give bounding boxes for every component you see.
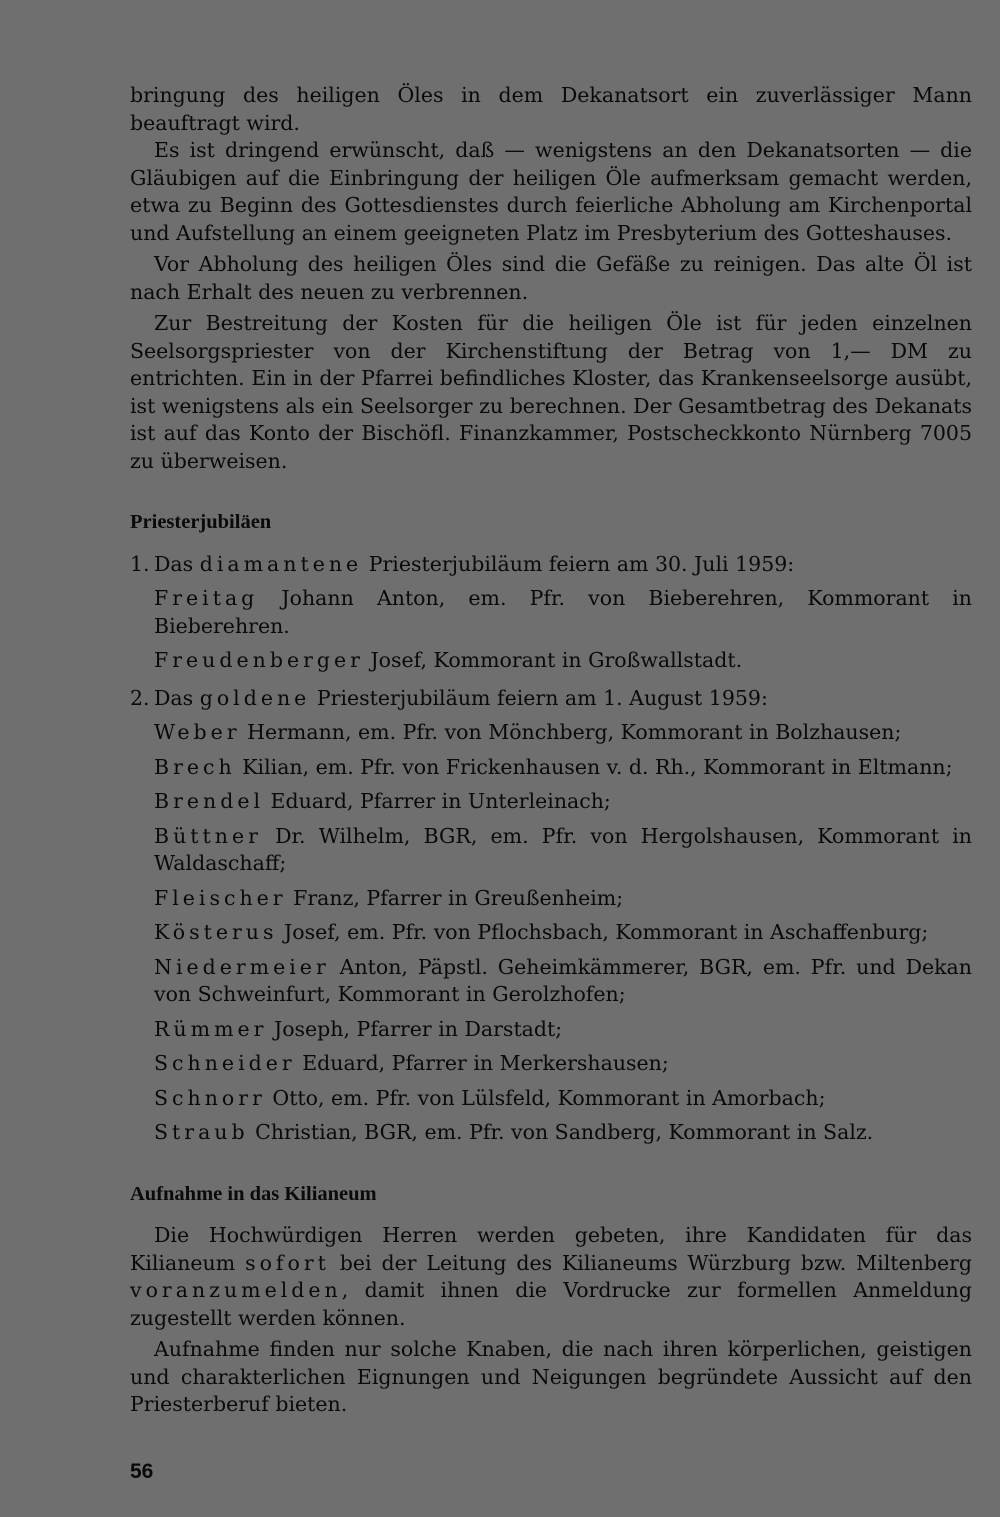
surname: Weber <box>154 720 241 744</box>
entry-details: Johann Anton, em. Pfr. von Bieberehren, Kommorant in Bieberehren. <box>154 586 972 638</box>
list-item <box>154 719 972 747</box>
page-body <box>130 82 972 1419</box>
surname: Kösterus <box>154 920 278 944</box>
entry-details: Otto, em. Pfr. von Lülsfeld, Kommorant in Amorbach; <box>265 1085 826 1110</box>
item-text: Priesterjubiläum feiern am 30. Juli 1959: <box>362 551 795 576</box>
emphasis-spaced: sofort <box>245 1250 330 1275</box>
text-run: Die Hochwürdigen Herren werden gebeten, ihre Kandidaten für das Kilianeum <box>130 1223 972 1275</box>
surname: Straub <box>154 1120 249 1144</box>
list-item <box>154 1119 972 1147</box>
item-number: 2. <box>130 685 150 710</box>
surname: Rümmer <box>154 1016 268 1041</box>
page-number: 56 <box>130 1460 154 1483</box>
list-item <box>154 1050 972 1078</box>
surname: Brech <box>154 754 236 779</box>
surname: Schneider <box>154 1051 296 1075</box>
emphasis-spaced: voranzumelden <box>130 1278 342 1302</box>
list-item <box>154 1016 972 1044</box>
jubilee-list-1 <box>154 585 972 675</box>
entry-details: Kilian, em. Pfr. von Frickenhausen v. d. Rh., Kommorant in Eltmann; <box>235 754 953 779</box>
surname: Schnorr <box>154 1085 266 1110</box>
surname: Büttner <box>154 823 262 848</box>
list-item <box>154 754 972 782</box>
list-item <box>154 885 972 913</box>
jubilee-item-1 <box>130 551 972 579</box>
item-text: Das <box>154 685 200 710</box>
surname: Fleischer <box>154 885 287 910</box>
item-spaced-word: goldene <box>199 685 311 710</box>
list-item <box>154 585 972 640</box>
paragraph-costs: Zur Bestreitung der Kosten für die heiligen Öle ist für jeden einzelnen Seelsorgspriester von der Kirchenstiftung der Betrag von 1,— DM zu entrichten. Ein in der Pfarrei befindliches Kloster, das Krankenseelsorge ausübt, ist wenigstens als ein Seelsorger zu berechnen. Der Gesamtbetrag des Dekanats ist auf das Konto der Bischöfl. Finanzkammer, Postscheckkonto Nürnberg 7005 zu überweisen. <box>130 311 972 473</box>
section-heading-priesterjubilaeen: Priesterjubiläen <box>130 511 272 533</box>
item-spaced-word: diamantene <box>199 551 363 576</box>
item-number: 1. <box>130 551 150 576</box>
entry-details: Hermann, em. Pfr. von Mönchberg, Kommorant in Bolzhausen; <box>240 720 902 744</box>
surname: Brendel <box>154 789 265 813</box>
list-item <box>154 647 972 675</box>
entry-details: Josef, em. Pfr. von Pflochsbach, Kommorant in Aschaffenburg; <box>277 920 929 944</box>
paragraph-admission: Aufnahme finden nur solche Knaben, die nach ihren körperlichen, geistigen und charakterlichen Eignungen und Neigungen begründete Aussicht auf den Priesterberuf bieten. <box>130 1337 972 1416</box>
jubilee-item-2 <box>130 685 972 713</box>
surname: Freudenberger <box>154 648 364 672</box>
entry-details: Joseph, Pfarrer in Darstadt; <box>267 1016 563 1041</box>
entry-details: Dr. Wilhelm, BGR, em. Pfr. von Hergolshausen, Kommorant in Waldaschaff; <box>154 823 972 875</box>
list-item <box>154 954 972 1009</box>
list-item <box>154 788 972 816</box>
entry-details: Eduard, Pfarrer in Merkershausen; <box>295 1051 669 1075</box>
paragraph-holy-oils: Es ist dringend erwünscht, daß — wenigstens an den Dekanatsorten — die Gläubigen auf die Einbringung der heiligen Öle aufmerksam gemacht werden, etwa zu Beginn des Gottesdienstes durch feierliche Abholung am Kirchenportal und Aufstellung an einem geeigneten Platz im Presbyterium des Gotteshauses. <box>130 138 972 245</box>
entry-details: Anton, Päpstl. Geheimkämmerer, BGR, em. Pfr. und Dekan von Schweinfurt, Kommorant in Gerolzhofen; <box>154 954 972 1006</box>
section-heading-kilianeum: Aufnahme in das Kilianeum <box>130 1182 377 1205</box>
entry-details: Josef, Kommorant in Großwallstadt. <box>363 648 743 672</box>
jubilee-list-2 <box>154 719 972 1147</box>
list-item <box>154 919 972 947</box>
entry-details: Christian, BGR, em. Pfr. von Sandberg, Kommorant in Salz. <box>248 1120 874 1144</box>
item-text: Das <box>154 551 200 576</box>
list-item <box>154 823 972 878</box>
surname: Niedermeier <box>154 954 330 979</box>
paragraph-vessels: Vor Abholung des heiligen Öles sind die Gefäße zu reinigen. Das alte Öl ist nach Erhalt des neuen zu verbrennen. <box>130 252 972 304</box>
entry-details: Franz, Pfarrer in Greußenheim; <box>286 885 624 910</box>
paragraph-continuation: bringung des heiligen Öles in dem Dekanatsort ein zuverlässiger Mann beauftragt wird. <box>130 83 972 135</box>
item-text: Priesterjubiläum feiern am 1. August 1959: <box>310 685 768 710</box>
surname: Freitag <box>154 586 259 610</box>
text-run: , damit ihnen die Vordrucke zur formellen Anmeldung zugestellt werden können. <box>130 1278 972 1330</box>
entry-details: Eduard, Pfarrer in Unterleinach; <box>264 789 611 813</box>
text-run: bei der Leitung des Kilianeums Würzburg bzw. Miltenberg <box>329 1250 972 1275</box>
paragraph-kilianeum-candidates <box>130 1222 972 1332</box>
list-item <box>154 1085 972 1113</box>
